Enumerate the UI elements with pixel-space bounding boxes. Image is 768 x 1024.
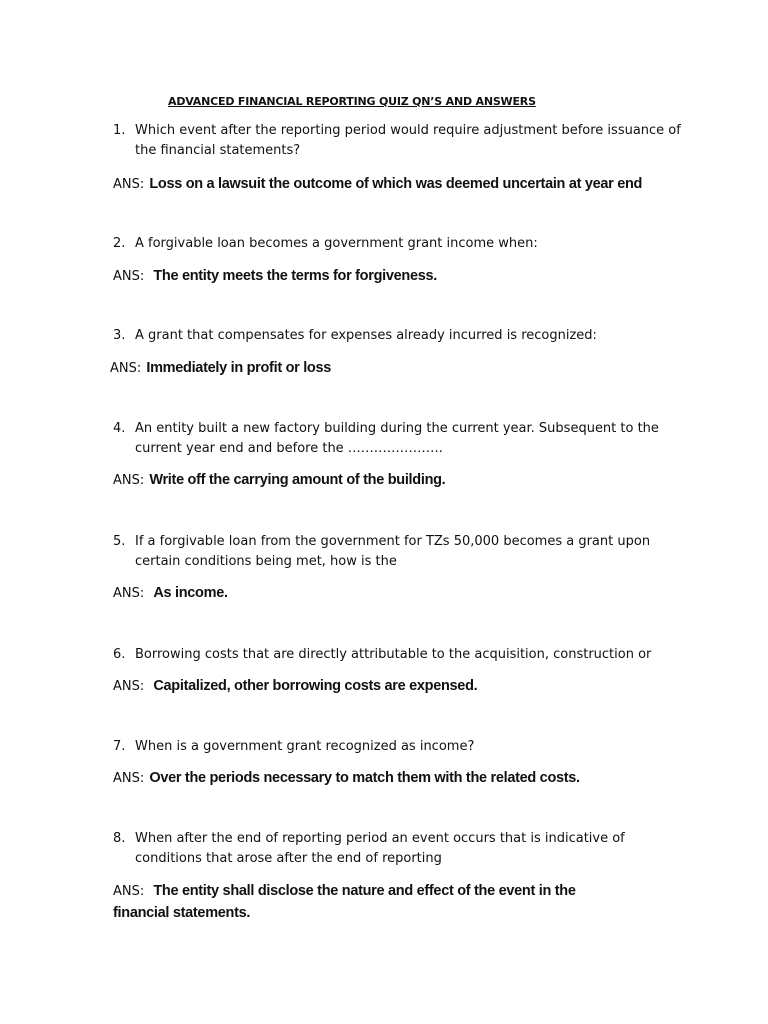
question-4 [113,419,693,459]
answer-text: The entity meets the terms for forgiveness. [153,268,437,284]
answer-label: ANS: [113,679,145,694]
question-8 [113,829,693,869]
question-text: A forgivable loan becomes a government grant income when: [135,236,538,251]
answer-6 [113,675,673,697]
question-text: Borrowing costs that are directly attributable to the acquisition, construction or [135,647,652,662]
question-number: 2. [113,236,126,251]
question-number: 1. [113,123,126,138]
question-text: A grant that compensates for expenses already incurred is recognized: [135,328,597,343]
answer-label: ANS: [113,269,145,284]
answer-label: ANS: [113,473,145,488]
answer-4 [113,469,673,491]
question-text: An entity built a new factory building during the current year. Subsequent to the current year end and before the …………………. [135,421,659,456]
question-text: If a forgivable loan from the government for TZs 50,000 becomes a grant upon certain conditions being met, how is the [135,534,651,569]
answer-text: The entity shall disclose the nature and effect of the event in the financial statements. [113,883,576,921]
question-number: 5. [113,534,126,549]
question-text: When after the end of reporting period an event occurs that is indicative of conditions that arose after the end of reporting [135,831,625,866]
answer-5 [113,582,673,604]
question-6 [113,645,693,665]
answer-text: Capitalized, other borrowing costs are expensed. [153,678,478,694]
question-number: 8. [113,831,126,846]
answer-label: ANS: [113,177,145,192]
question-number: 4. [113,421,126,436]
answer-text: As income. [153,585,228,601]
answer-1 [113,173,673,195]
question-text: Which event after the reporting period would require adjustment before issuance of the financial statements? [135,123,681,158]
question-2 [113,234,693,254]
document-title: ADVANCED FINANCIAL REPORTING QUIZ QN’S AND ANSWERS [168,95,536,108]
answer-7 [113,767,673,789]
answer-label: ANS: [110,361,142,376]
question-3 [113,326,693,346]
question-text: When is a government grant recognized as income? [135,739,475,754]
question-1 [113,121,693,161]
question-5 [113,532,693,572]
answer-label: ANS: [113,586,145,601]
question-number: 6. [113,647,126,662]
answer-8 [113,880,633,923]
answer-text: Immediately in profit or loss [146,360,332,376]
question-number: 3. [113,328,126,343]
question-7 [113,737,693,757]
answer-text: Write off the carrying amount of the building. [149,472,446,488]
answer-2 [113,265,673,287]
answer-label: ANS: [113,771,145,786]
answer-text: Loss on a lawsuit the outcome of which was deemed uncertain at year end [149,176,643,192]
answer-label: ANS: [113,884,145,899]
question-number: 7. [113,739,126,754]
answer-3 [110,357,670,379]
answer-text: Over the periods necessary to match them with the related costs. [149,770,580,786]
